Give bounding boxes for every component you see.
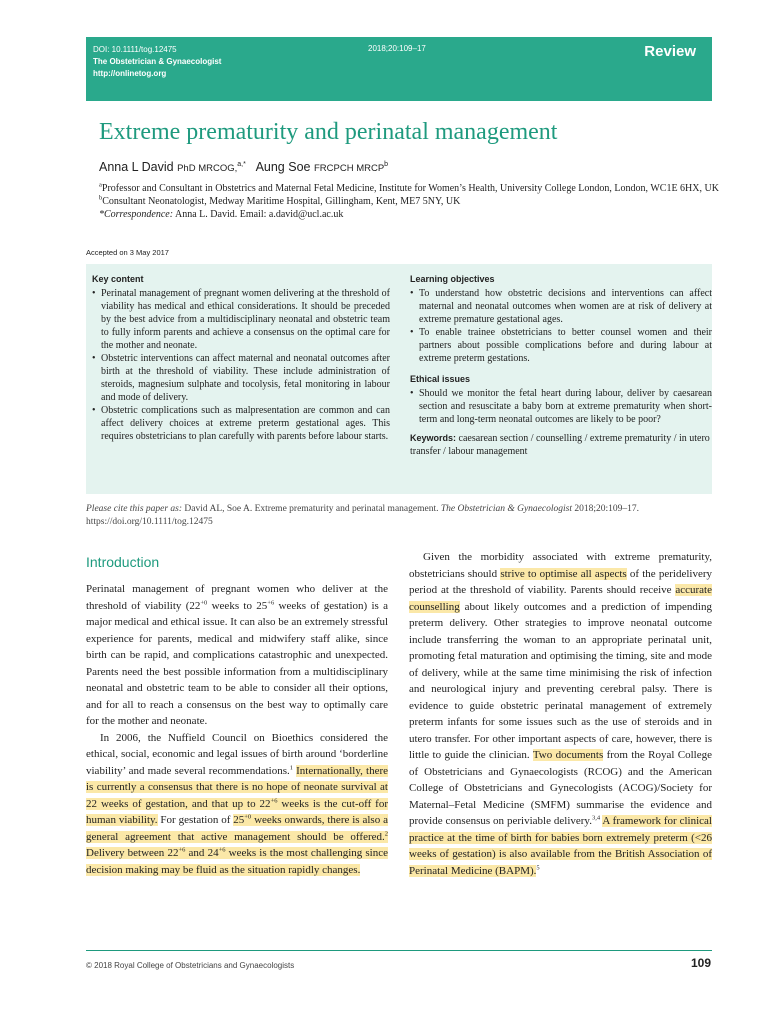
paragraph — [409, 549, 712, 879]
affiliation-mark: a — [99, 181, 102, 189]
citation-rest[interactable]: 2018;20:109–17. https://doi.org/10.1111/tog.12475 — [86, 504, 640, 527]
text-run: Delivery between 22 — [86, 847, 179, 859]
body-column-left — [86, 581, 388, 878]
objectives-column — [410, 273, 712, 458]
affiliations — [99, 182, 719, 221]
text-run: weeks is the cut-off for human viability. — [86, 797, 388, 826]
article-type: Review — [644, 43, 696, 60]
text-run: Internationally, there is currently a consensus that there is no hope of neonate survival at 22 weeks of gestation, and that up to 22 — [86, 764, 388, 810]
keywords-text: caesarean section / counselling / extreme prematurity / in utero transfer / labour management — [410, 433, 710, 457]
superscript: +6 — [270, 796, 278, 804]
superscript: +0 — [244, 813, 252, 821]
author-marks: a,* — [237, 160, 246, 168]
body-column-right — [409, 549, 712, 879]
page-number: 109 — [690, 956, 711, 970]
list-item: • Obstetric complications such as malpresentation are common and can affect delivery choices at extreme preterm gestational ages. This requires obstetricians to plan carefully with parents before labour starts. — [92, 404, 390, 443]
journal-name: The Obstetrician & Gynaecologist — [93, 57, 222, 66]
doi[interactable]: DOI: 10.1111/tog.12475 — [93, 45, 177, 54]
learning-objectives-list — [410, 287, 712, 365]
affiliation-mark: b — [99, 194, 103, 202]
correspondence-label: *Correspondence: — [99, 209, 174, 220]
issue-info: 2018;20:109–17 — [368, 44, 426, 53]
text-run: weeks of gestation) is a major medical and ethical issue. It can also be an extremely stressful experience for parents, medical and midwifery staff alike, since birth can be rapid, and complications catastrophic and unexpected. Parents need the best possible information from a multidisciplinary neonatal and obstetric team to be able to consider all their options, and for all to reach a consensus on the best way to optimally care for the mother and neonate. — [86, 599, 389, 727]
superscript: +0 — [200, 598, 208, 606]
text-run: weeks onwards, there is also a general agreement that active management should be offered. — [86, 814, 388, 843]
journal-url[interactable]: http://onlinetog.org — [93, 69, 167, 78]
text-run: and 24 — [185, 847, 219, 859]
text-run: In 2006, the Nuffield Council on Bioethics considered the ethical, social, economic and legal issues of birth around ‘borderline viability’ and made several recommendations. — [86, 731, 388, 777]
reference-link[interactable]: 1 — [289, 763, 293, 771]
paragraph — [86, 730, 388, 879]
learning-objectives-heading: Learning objectives — [410, 274, 495, 284]
list-item: • Perinatal management of pregnant women delivering at the threshold of viability has medical and ethical considerations. It should be preceded by the best advice from a multidisciplinary neonatal and obstetric team to fully inform parents and achieve a consensus on the optimal care for the mother and neonate. — [92, 287, 390, 352]
text-run: weeks to 25 — [207, 599, 268, 612]
affiliation-a — [99, 182, 719, 195]
text-run: 25 — [233, 814, 245, 826]
list-item: • To understand how obstetric decisions and interventions can affect maternal and neonatal outcomes when women are at risk of delivery at extreme premature gestational ages. — [410, 287, 712, 326]
text-run: of the peridelivery period at the threshold of viability. Parents should receive — [409, 567, 712, 596]
highlight: accurate counselling — [409, 584, 712, 613]
highlight: A framework for clinical practice at the time of birth for babies born extremely preterm (<26 weeks of gestation) is also available from the British Association of Perinatal Medicine (BAPM). — [409, 815, 712, 877]
text-run: from the Royal College of Obstetricians and Gynaecologists (RCOG) and the American College of Obstetricians and Gynecologists (ACOG)/Society for Maternal–Fetal Medicine (SMFM) summarise the evidence and provide consensus on periviable delivery. — [409, 749, 712, 827]
superscript: +6 — [267, 598, 275, 606]
text-run: Perinatal management of pregnant women who deliver at the threshold of viability (22 — [86, 583, 388, 612]
author-line — [99, 160, 388, 174]
correspondence-text: Anna L. David. Email: a.david@ucl.ac.uk — [173, 209, 344, 220]
ethical-issues-heading: Ethical issues — [410, 374, 471, 384]
key-content-list — [92, 287, 390, 443]
citation-journal: The Obstetrician & Gynaecologist — [440, 504, 572, 514]
reference-link[interactable]: 5 — [536, 863, 540, 871]
text-run: weeks is the most challenging since decision making may be fluid as the situation rapidly changes. — [86, 847, 389, 876]
accepted-date: Accepted on 3 May 2017 — [86, 248, 169, 257]
affiliation-text: Consultant Neonatologist, Medway Maritime Hospital, Gillingham, Kent, ME7 5NY, UK — [102, 196, 461, 207]
author-marks: b — [384, 160, 389, 168]
correspondence — [99, 208, 719, 221]
ethical-issues-list — [410, 387, 712, 426]
section-heading: Introduction — [86, 554, 160, 570]
author-name: Aung Soe — [255, 160, 311, 174]
author-degrees: PhD MRCOG, — [177, 163, 238, 174]
text-run: about likely outcomes and a prediction of impending preterm delivery. Other strategies to improve neonatal outcome include transferring the woman to an appropriate perinatal unit, promoting fetal maturation and optimising the timing, site and mode of delivery, while at the same time minimising the risk of infection and neurological injury and preventing cerebral palsy. There is evidence to guide obstetric perinatal management of extremely preterm infants for some issues such as the use of steroids and in utero transfer. For other important aspects of care, however, there is little to guide the clinician. — [409, 600, 712, 761]
text-run: For gestation of — [157, 814, 234, 826]
footer-copyright: © 2018 Royal College of Obstetricians and Gynaecologists — [86, 961, 295, 970]
highlight: Two documents — [532, 749, 604, 761]
article-title: Extreme prematurity and perinatal management — [99, 119, 558, 145]
affiliation-b — [99, 195, 719, 208]
author-name: Anna L David — [99, 160, 174, 174]
citation-text: David AL, Soe A. Extreme prematurity and perinatal management. — [182, 504, 441, 514]
footer-rule — [86, 950, 712, 951]
citation-prefix: Please cite this paper as: — [86, 504, 183, 514]
text-run: Given the morbidity associated with extreme prematurity, obstetricians should — [409, 551, 712, 580]
list-item: • Should we monitor the fetal heart during labour, deliver by caesarean section and resuscitate a baby born at extreme prematurity when short-term and long-term neonatal outcomes are likely to be poor? — [410, 387, 712, 426]
keywords — [410, 432, 712, 458]
key-content-heading: Key content — [92, 274, 144, 284]
author-degrees: FRCPCH MRCP — [313, 163, 385, 174]
citation — [86, 503, 712, 529]
superscript: +6 — [218, 846, 226, 854]
paragraph — [86, 581, 388, 730]
highlight: strive to optimise all aspects — [500, 567, 627, 580]
reference-link[interactable]: 2 — [384, 829, 388, 837]
header-meta — [93, 44, 221, 80]
reference-link[interactable]: 3,4 — [591, 814, 601, 822]
keywords-label: Keywords: — [410, 433, 457, 443]
superscript: +6 — [178, 846, 186, 854]
key-content — [92, 273, 390, 443]
list-item: • Obstetric interventions can affect maternal and neonatal outcomes after birth at the threshold of viability. These include administration of steroids, magnesium sulphate and tocolysis, fetal monitoring in labour and mode of delivery. — [92, 352, 390, 404]
list-item: • To enable trainee obstetricians to better counsel women and their partners about possible complications before and during labour at extreme preterm gestations. — [410, 326, 712, 365]
affiliation-text: Professor and Consultant in Obstetrics and Maternal Fetal Medicine, Institute for Women’s Health, University College London, London, WC1E 6HX, UK — [101, 183, 719, 194]
